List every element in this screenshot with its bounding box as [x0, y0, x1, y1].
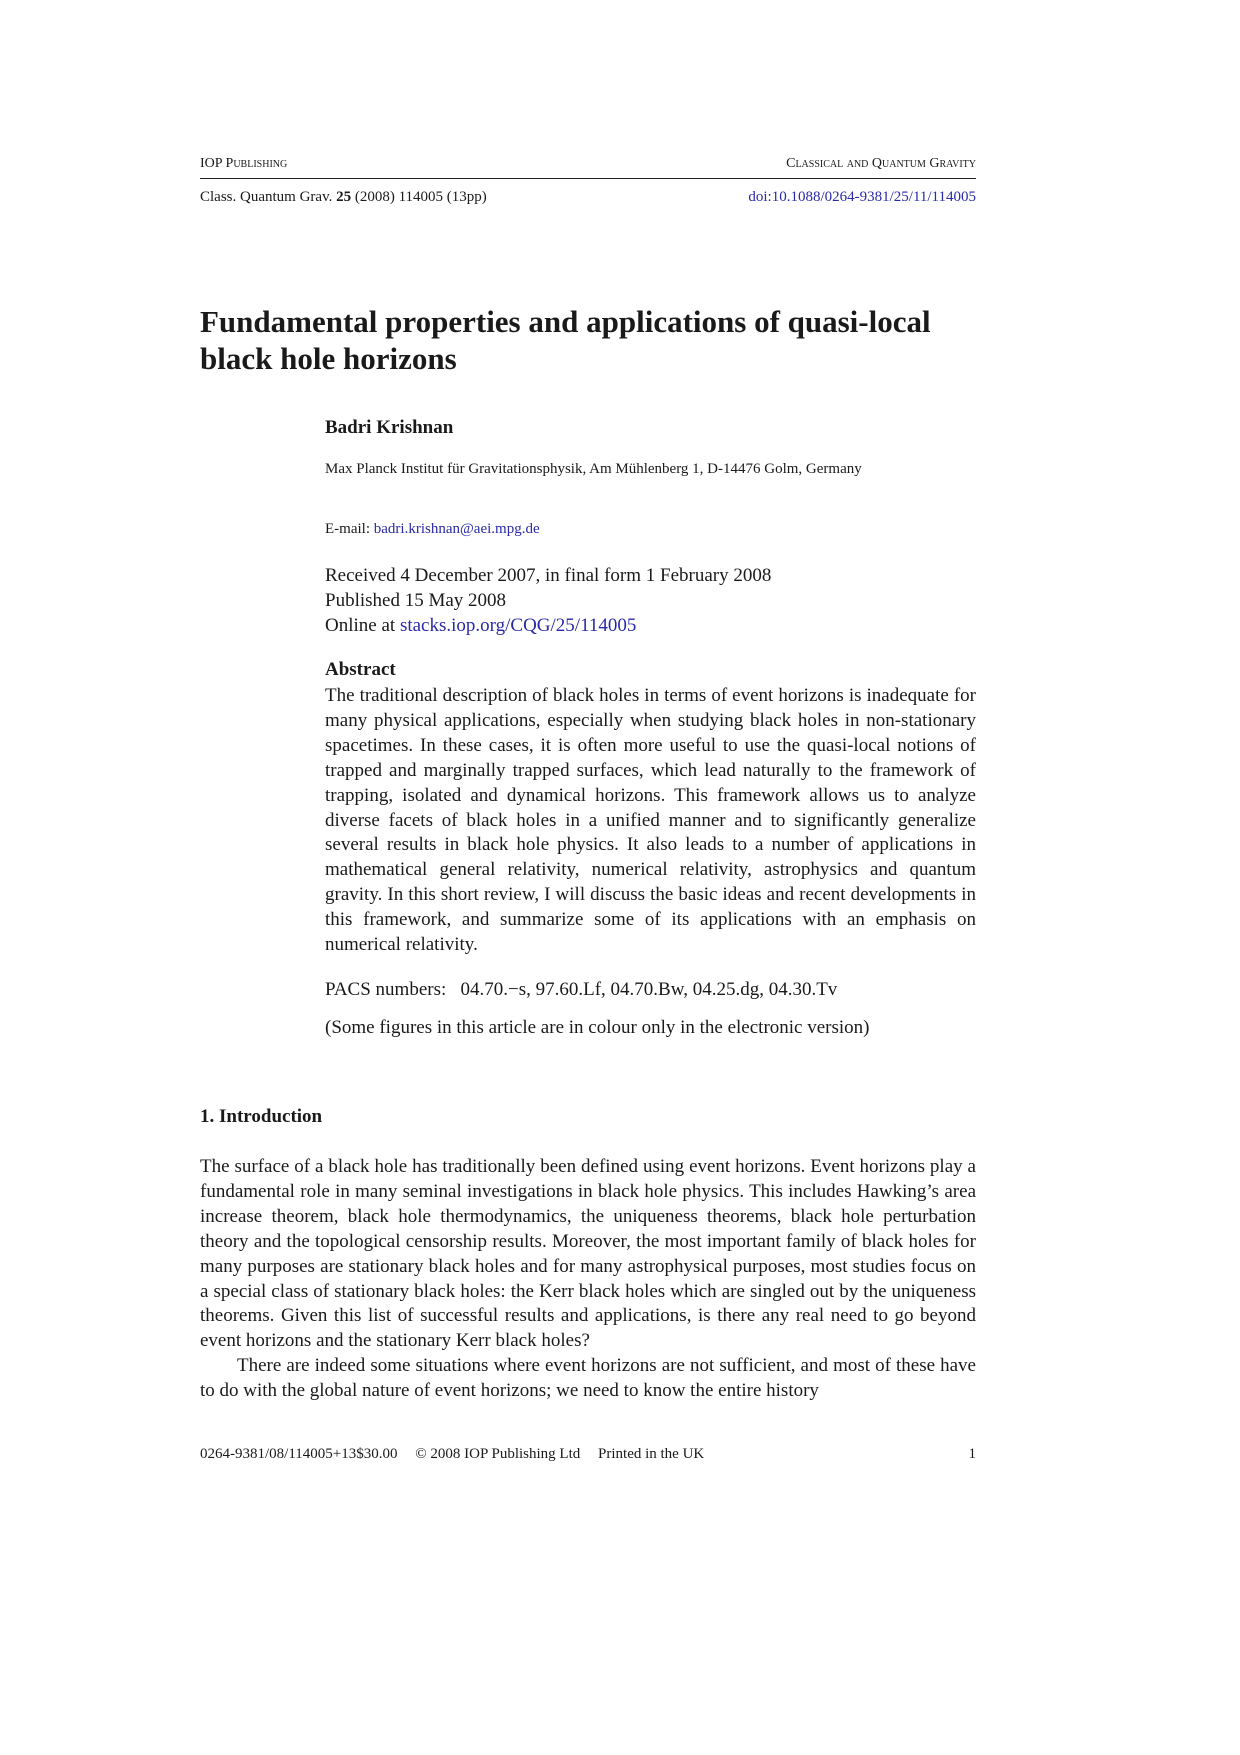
published-date: Published 15 May 2008: [325, 590, 507, 611]
citation-volume: 25: [336, 189, 352, 205]
figures-note: (Some figures in this article are in colour only in the electronic version): [325, 1017, 870, 1038]
pacs-label: PACS numbers:: [325, 979, 447, 1000]
paragraph: There are indeed some situations where event horizons are not sufficient, and most of these have to do with the global nature of event horizons; we need to know the entire history: [200, 1355, 976, 1402]
email-label: E-mail:: [325, 521, 370, 537]
abstract-heading: Abstract: [325, 659, 396, 680]
citation-suffix: (2008) 114005 (13pp): [354, 189, 487, 205]
paragraph: The surface of a black hole has traditionally been defined using event horizons. Event horizons play a fundamental role in many seminal investigations in black hole physics. This includes Hawking’s area increase theorem, black hole thermodynamics, the uniqueness theorems, black hole perturbation theory and the topological censorship results. Moreover, the most important family of black holes for many purposes are stationary black holes and for many astrophysical purposes, most studies focus on a special class of stationary black holes: the Kerr black holes which are singled out by the uniqueness theorems. Given this list of successful results and applications, is there any real need to go beyond event horizons and the stationary Kerr black holes?: [200, 1156, 976, 1352]
paper-title: Fundamental properties and applications of quasi-local black hole horizons: [200, 304, 931, 376]
page-number: 1: [968, 1446, 976, 1462]
online-link[interactable]: stacks.iop.org/CQG/25/114005: [399, 615, 637, 636]
publisher-name: IOP Publishing: [200, 156, 288, 171]
journal-name: Classical and Quantum Gravity: [786, 156, 976, 171]
section-heading: 1. Introduction: [200, 1106, 323, 1127]
online-line: [325, 613, 771, 638]
abstract-text: The traditional description of black holes in terms of event horizons is inadequate for many physical applications, especially when studying black holes in non-stationary spacetimes. In these cases, it is often more useful to use the quasi-local notions of trapped and marginally trapped surfaces, which lead naturally to the framework of trapping, isolated and dynamical horizons. This framework allows us to analyze diverse facets of black holes in a unified manner and to significantly generalize several results in black hole physics. It also leads to a number of applications in mathematical general relativity, numerical relativity, astrophysics and quantum gravity. In this short review, I will discuss the basic ideas and recent developments in this framework, and summarize some of its applications with an emphasis on numerical relativity.: [325, 685, 976, 956]
page-footer: [200, 1446, 718, 1463]
pacs-codes: 04.70.−s, 97.60.Lf, 04.70.Bw, 04.25.dg, 04.30.Tv: [460, 979, 838, 1000]
email-link[interactable]: badri.krishnan@aei.mpg.de: [373, 521, 540, 537]
author-name: Badri Krishnan: [325, 417, 454, 438]
footer-printed: Printed in the UK: [598, 1446, 705, 1462]
footer-issn: 0264-9381/08/114005+13$30.00: [200, 1446, 398, 1462]
introduction-body: [200, 1155, 976, 1404]
received-date: Received 4 December 2007, in final form 1 February 2008: [325, 565, 772, 586]
header-rule: [200, 178, 976, 179]
publication-dates: [325, 563, 771, 638]
author-affiliation: Max Planck Institut für Gravitationsphysik, Am Mühlenberg 1, D-14476 Golm, Germany: [325, 461, 862, 477]
journal-citation: [200, 189, 487, 206]
email-line: [325, 521, 540, 538]
footer-copyright: © 2008 IOP Publishing Ltd: [415, 1446, 581, 1462]
citation-prefix: Class. Quantum Grav.: [200, 189, 333, 205]
online-label: Online at: [325, 615, 396, 636]
doi-link[interactable]: doi:10.1088/0264-9381/25/11/114005: [748, 189, 976, 205]
pacs-numbers: [325, 979, 837, 1001]
